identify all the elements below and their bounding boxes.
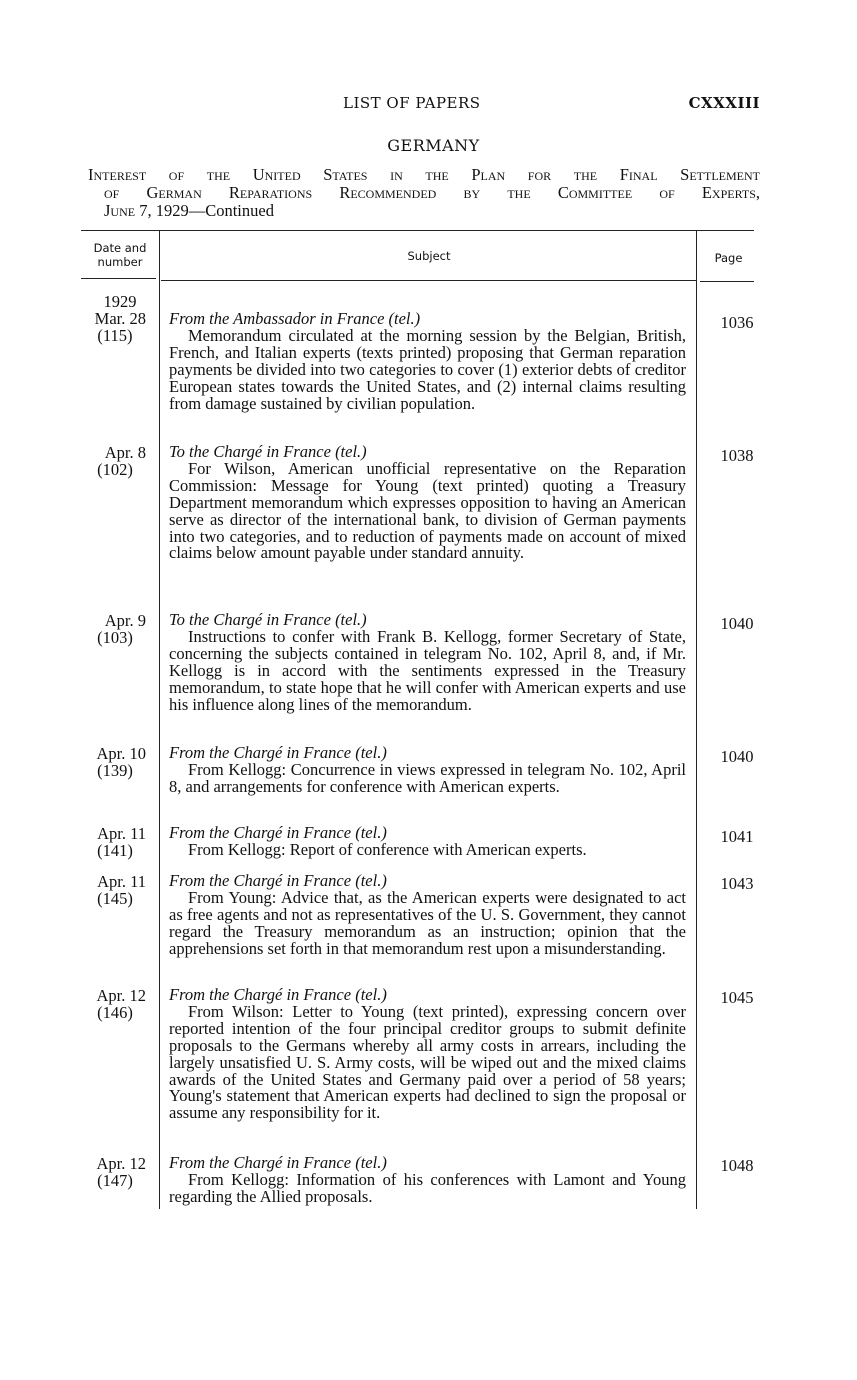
entry-body: From Kellogg: Information of his conferences with Lamont and Young regarding the Allied proposals. xyxy=(169,1169,686,1206)
header-rule-date xyxy=(81,278,156,279)
header-rule-subject xyxy=(161,280,696,281)
entry-date: Apr. 12 xyxy=(96,1154,146,1173)
heading-line-2: of German Reparations Recommended by the Committee of Experts, xyxy=(104,183,760,202)
column-header-date xyxy=(82,241,158,269)
entry-heading: From the Chargé in France (tel.) xyxy=(169,1153,387,1172)
column-divider-left xyxy=(159,231,160,1209)
entry-page: 1043 xyxy=(720,874,754,893)
year-label xyxy=(80,293,150,310)
entry-subject xyxy=(169,873,686,958)
entry-date-block xyxy=(80,873,150,907)
heading-line-1: Interest of the United States in the Plan for the Final Settlement xyxy=(88,165,760,184)
entry-subject xyxy=(169,825,686,859)
entry-page: 1048 xyxy=(720,1156,754,1175)
table-top-rule xyxy=(81,230,754,231)
entry-date-block xyxy=(80,1155,150,1189)
entry-number: (102) xyxy=(97,460,133,479)
entry-date: Apr. 12 xyxy=(96,986,146,1005)
entry-page: 1038 xyxy=(720,446,754,465)
entry-subject xyxy=(169,311,686,412)
column-header-date-line1: Date and xyxy=(93,241,147,255)
entry-body: Memorandum circulated at the morning session by the Belgian, British, French, and Italian experts (texts printed) proposing that German reparation payments be divided into two categories to cover (1) exterior debts of creditor European states towards the United States, and (2) internal claims resulting from damage sustained by civilian population. xyxy=(169,325,686,413)
entry-number: (147) xyxy=(97,1171,133,1190)
entry-body: From Young: Advice that, as the American experts were designated to act as free agents and not as representatives of the U. S. Government, they cannot regard the Treasury memorandum as an instruction; opinion that the apprehensions set forth in that memorandum rest upon a misunderstanding. xyxy=(169,887,686,958)
entry-date-block xyxy=(80,612,150,646)
entry-heading: From the Chargé in France (tel.) xyxy=(169,985,387,1004)
entry-date: Apr. 11 xyxy=(97,824,146,843)
entry-page: 1040 xyxy=(720,614,754,633)
header-rule-page xyxy=(700,281,754,282)
entry-date-block xyxy=(80,310,150,344)
entry-subject xyxy=(169,987,686,1122)
entry-number: (146) xyxy=(97,1003,133,1022)
running-head xyxy=(0,94,857,114)
column-header-page: Page xyxy=(714,251,743,265)
entry-body: From Wilson: Letter to Young (text printed), expressing concern over reported intention of the four principal creditor groups to submit definite proposals to the Germans whereby all army costs in arrears, including the largely unsatisfied U. S. Army costs, will be wiped out and the mixed claims awards of the United States and Germany paid over a period of 58 years; Young's statement that American experts had declined to sign the proposal or assume any responsibility for it. xyxy=(169,1001,686,1123)
entry-heading: From the Ambassador in France (tel.) xyxy=(169,309,421,328)
column-header-subject: Subject xyxy=(407,249,451,263)
section-title: GERMANY xyxy=(387,136,480,155)
entry-date-block xyxy=(80,444,150,478)
entry-date: Apr. 9 xyxy=(104,611,146,630)
entry-page: 1041 xyxy=(720,827,754,846)
column-divider-right xyxy=(696,231,697,1209)
column-header-date-line2: number xyxy=(97,255,143,269)
entry-date-block xyxy=(80,987,150,1021)
entry-heading: From the Chargé in France (tel.) xyxy=(169,871,387,890)
entry-page: 1036 xyxy=(720,313,754,332)
entry-date: Apr. 8 xyxy=(104,443,146,462)
entry-page: 1040 xyxy=(720,747,754,766)
entry-date: Mar. 28 xyxy=(94,309,146,328)
entry-heading: From the Chargé in France (tel.) xyxy=(169,743,387,762)
entry-date-block xyxy=(80,825,150,859)
entry-heading: To the Chargé in France (tel.) xyxy=(169,610,367,629)
entry-subject xyxy=(169,1155,686,1206)
entry-heading: From the Chargé in France (tel.) xyxy=(169,823,387,842)
entry-date-block xyxy=(80,745,150,779)
entry-number: (141) xyxy=(97,841,133,860)
entry-date: Apr. 11 xyxy=(97,872,146,891)
page-number: CXXXIII xyxy=(688,94,760,112)
entry-body: Instructions to confer with Frank B. Kellogg, former Secretary of State, concerning the subjects contained in telegram No. 102, April 8, and, if Mr. Kellogg is in accord with the sentiments expressed in the Treasury memorandum, to state hope that he will confer with American experts and use his influence along lines of the memorandum. xyxy=(169,626,686,714)
entry-number: (115) xyxy=(97,326,133,345)
entry-subject xyxy=(169,745,686,796)
entry-page: 1045 xyxy=(720,988,754,1007)
entry-number: (103) xyxy=(97,628,133,647)
entry-body: From Kellogg: Report of conference with American experts. xyxy=(188,839,587,859)
heading-line-3 xyxy=(88,202,760,220)
entry-date: Apr. 10 xyxy=(96,744,146,763)
entry-heading: To the Chargé in France (tel.) xyxy=(169,442,367,461)
entry-number: (139) xyxy=(97,761,133,780)
heading-continued: —Continued xyxy=(188,201,274,220)
entry-subject xyxy=(169,444,686,562)
entry-number: (145) xyxy=(97,889,133,908)
heading-date: June 7, 1929 xyxy=(104,201,189,220)
document-heading xyxy=(88,166,760,220)
entry-body: From Kellogg: Concurrence in views expressed in telegram No. 102, April 8, and arrangements for conference with American experts. xyxy=(169,759,686,796)
running-head-title: LIST OF PAPERS xyxy=(343,94,481,112)
year-value: 1929 xyxy=(103,292,137,311)
entry-subject xyxy=(169,612,686,713)
entry-body: For Wilson, American unofficial representative on the Reparation Commission: Message for Young (text printed) quoting a Treasury Department memorandum which expresses opposition to having an American serve as director of the international bank, to division of German payments into two categories, and to reduction of payments made on account of mixed claims below amount payable under standard annuity. xyxy=(169,458,686,563)
